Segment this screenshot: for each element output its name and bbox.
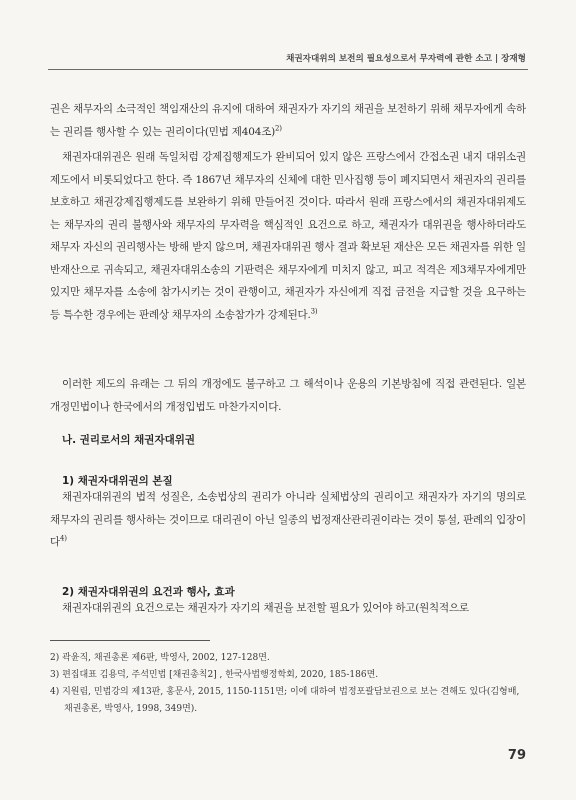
subsection-heading-1: 1) 채권자대위권의 본질: [62, 475, 173, 487]
header-rule: [48, 69, 528, 70]
running-header: 채권자대위의 보전의 필요성으로서 무자력에 관한 소고 | 장재형: [286, 54, 526, 64]
paragraph-2: [50, 146, 526, 326]
paragraph-3: 이러한 제도의 유래는 그 뒤의 개정에도 불구하고 그 해석이나 운용의 기본방침에 직접 관련된다. 일본 개정민법이나 한국에서의 개정입법도 마찬가지이다.: [50, 378, 526, 413]
page-number: 79: [507, 748, 526, 763]
section-heading-na: 나. 권리로서의 채권자대위권: [62, 434, 196, 446]
footnote-3: 3) 편집대표 김용덕, 주석민법 [채권총칙2] , 한국사법행정학회, 2020, 185-186면.: [50, 670, 379, 680]
paragraph-4-text: 채권자대위권의 법적 성질은, 소송법상의 권리가 아니라 실체법상의 권리이고 채권자가 자기의 명의로 채무자의 권리를 행사하는 것이므로 대리권이 아닌 일종의 법정재산관리권이라는 것이 통설, 판례의 입장이다: [50, 491, 526, 548]
footnote-ref-4[interactable]: 4): [59, 534, 67, 543]
footnote-ref-2[interactable]: 2): [275, 124, 282, 132]
paragraph-5: 채권자대위권의 요건으로는 채권자가 자기의 채권을 보전할 필요가 있어야 하고(원칙적으로: [62, 602, 469, 614]
subsection-heading-2: 2) 채권자대위권의 요건과 행사, 효과: [62, 586, 235, 598]
footnote-2: 2) 곽윤직, 채권총론 제6판, 박영사, 2002, 127-128면.: [50, 653, 270, 663]
paragraph-1: [50, 98, 526, 143]
paragraph-4: [50, 486, 526, 554]
footnote-4: 4) 지원림, 민법강의 제13판, 홍문사, 2015, 1150-1151면; 이에 대하여 법정포괄담보권으로 보는 견해도 있다(김형배, 채권총론, 박영사, 1998, 349면).: [50, 687, 520, 714]
footnote-ref-3[interactable]: 3): [310, 307, 318, 315]
paragraph-1-text: 권은 채무자의 소극적인 책임재산의 유지에 대하여 채권자가 자기의 채권을 보전하기 위해 채무자에게 속하는 권리를 행사할 수 있는 권리이다(민법 제404조): [50, 103, 526, 138]
footnote-rule: [50, 640, 210, 641]
paragraph-2-text: 채권자대위권은 원래 독일처럼 강제집행제도가 완비되어 있지 않은 프랑스에서 간접소권 내지 대위소권제도에서 비롯되었다고 한다. 즉 1867년 채무자의 신체에 대한 민사집행 등이 폐지되면서 채권자의 권리를 보호하고 채권강제집행제도를 보완하기 위해 만들어진 것이다. 따라서 원래 프랑스에서의 채권자대위제도는 채무자의 권리 불행사와 채무자의 무자력을 핵심적인 요건으로 하고, 채권자가 대위권을 행사하더라도 채무자 자신의 권리행사는 방해 받지 않으며, 채권자대위권 행사 결과 확보된 재산은 모든 채권자를 위한 일반재산으로 귀속되고, 채권자대위소송의 기판력은 채무자에게 미치지 않고, 피고 적격은 제3채무자에게만 있지만 채무자를 소송에 참가시키는 것이 관행이고, 채권자가 자신에게 직접 금전을 지급할 것을 요구하는 등 특수한 경우에는 판례상 채무자의 소송참가가 강제된다.: [50, 151, 526, 321]
footnotes: [50, 650, 520, 718]
